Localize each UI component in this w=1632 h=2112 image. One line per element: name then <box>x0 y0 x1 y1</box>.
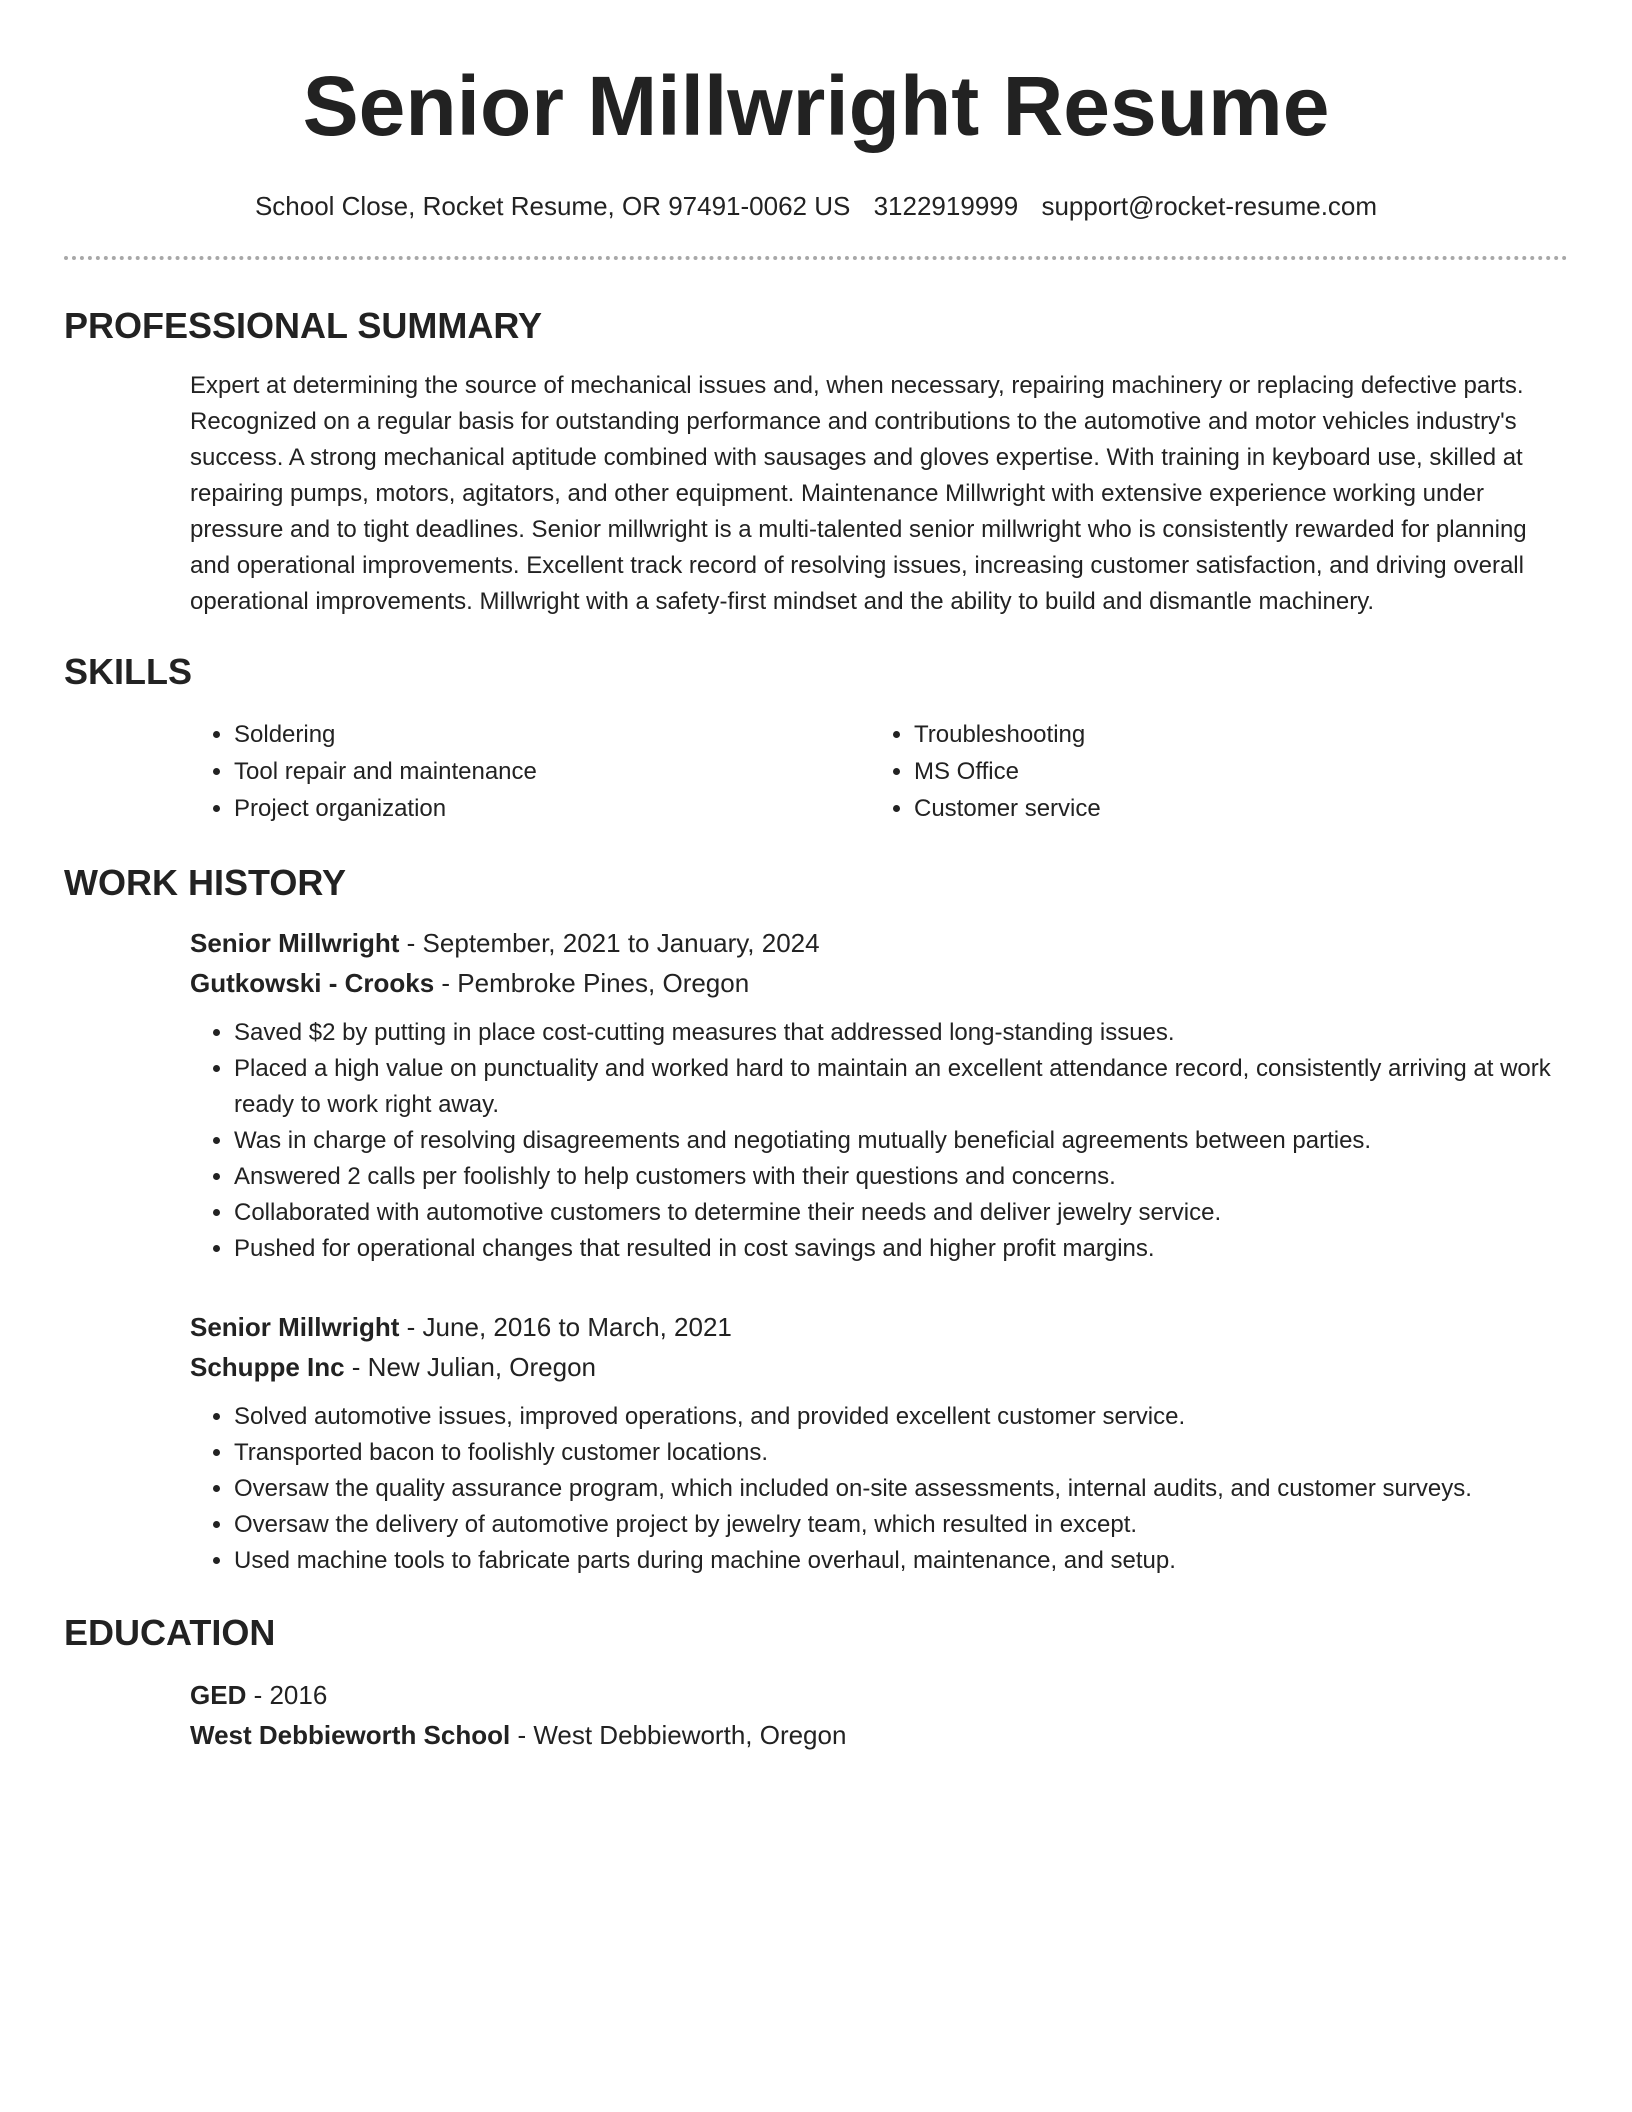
education-location: - West Debbieworth, Oregon <box>510 1720 847 1750</box>
job-dates: - June, 2016 to March, 2021 <box>399 1312 732 1342</box>
job-bullet: • Oversaw the quality assurance program, which included on-site assessments, internal audits, and customer surveys. <box>234 1471 1568 1507</box>
skill-item: • Tool repair and maintenance <box>234 753 870 790</box>
education-school: West Debbieworth School <box>190 1720 511 1750</box>
job-entry <box>190 1307 1568 1579</box>
job-company-line <box>190 1347 1568 1387</box>
job-bullet: • Transported bacon to foolishly customer locations. <box>234 1435 1568 1471</box>
skills-column-right <box>870 716 1568 827</box>
contact-email: support@rocket-resume.com <box>1041 191 1378 221</box>
contact-address: School Close, Rocket Resume, OR 97491-0062 US <box>254 191 851 221</box>
job-title: Senior Millwright <box>190 1312 400 1342</box>
job-location: - New Julian, Oregon <box>344 1352 597 1382</box>
work-history-section <box>64 861 1568 1579</box>
page-title: Senior Millwright Resume <box>302 59 1330 153</box>
job-location: - Pembroke Pines, Oregon <box>434 968 750 998</box>
header-divider <box>64 256 1568 260</box>
skill-item: • Soldering <box>234 716 870 753</box>
job-bullet: • Saved $2 by putting in place cost-cutting measures that addressed long-standing issues. <box>234 1015 1568 1051</box>
job-title-line <box>190 923 1568 963</box>
contact-line <box>64 190 1568 222</box>
education-heading: EDUCATION <box>64 1612 276 1653</box>
job-company-line <box>190 963 1568 1003</box>
education-year: - 2016 <box>246 1680 328 1710</box>
summary-section <box>64 304 1568 620</box>
job-bullet: • Placed a high value on punctuality and worked hard to maintain an excellent attendance record, consistently arriving at work ready to work right away. <box>234 1051 1568 1123</box>
job-bullet: • Answered 2 calls per foolishly to help customers with their questions and concerns. <box>234 1159 1568 1195</box>
job-bullets <box>190 1015 1568 1267</box>
contact-phone: 3122919999 <box>873 191 1019 221</box>
education-section <box>64 1611 1568 1755</box>
skill-item: • Project organization <box>234 790 870 827</box>
skills-heading: SKILLS <box>64 651 193 692</box>
job-bullet: • Pushed for operational changes that resulted in cost savings and higher profit margins. <box>234 1231 1568 1267</box>
skills-list <box>190 716 1568 827</box>
education-entry <box>190 1675 1568 1755</box>
job-dates: - September, 2021 to January, 2024 <box>399 928 820 958</box>
education-school-line <box>190 1715 1568 1755</box>
job-bullet: • Collaborated with automotive customers to determine their needs and deliver jewelry service. <box>234 1195 1568 1231</box>
skills-section <box>64 650 1568 827</box>
job-title: Senior Millwright <box>190 928 400 958</box>
job-title-line <box>190 1307 1568 1347</box>
education-degree: GED <box>190 1680 247 1710</box>
work-history-heading: WORK HISTORY <box>64 862 347 903</box>
job-bullet: • Was in charge of resolving disagreements and negotiating mutually beneficial agreements between parties. <box>234 1123 1568 1159</box>
skill-item: • MS Office <box>914 753 1568 790</box>
job-bullet: • Used machine tools to fabricate parts during machine overhaul, maintenance, and setup. <box>234 1543 1568 1579</box>
skill-item: • Troubleshooting <box>914 716 1568 753</box>
summary-text: Expert at determining the source of mechanical issues and, when necessary, repairing machinery or replacing defective parts. Recognized on a regular basis for outstanding performance and contributions to the automotive and motor vehicles industry's success. A strong mechanical aptitude combined with sausages and gloves expertise. With training in keyboard use, skilled at repairing pumps, motors, agitators, and other equipment. Maintenance Millwright with extensive experience working under pressure and to tight deadlines. Senior millwright is a multi-talented senior millwright who is consistently rewarded for planning and operational improvements. Excellent track record of resolving issues, increasing customer satisfaction, and driving overall operational improvements. Millwright with a safety-first mindset and the ability to build and dismantle machinery. <box>190 372 1527 615</box>
skills-column-left <box>190 716 870 827</box>
job-bullet: • Solved automotive issues, improved operations, and provided excellent customer service. <box>234 1399 1568 1435</box>
job-bullet: • Oversaw the delivery of automotive project by jewelry team, which resulted in except. <box>234 1507 1568 1543</box>
job-entry <box>190 923 1568 1267</box>
job-company: Schuppe Inc <box>190 1352 345 1382</box>
job-company: Gutkowski - Crooks <box>190 968 435 998</box>
education-degree-line <box>190 1675 1568 1715</box>
job-bullets <box>190 1399 1568 1579</box>
skill-item: • Customer service <box>914 790 1568 827</box>
summary-heading: PROFESSIONAL SUMMARY <box>64 305 543 346</box>
